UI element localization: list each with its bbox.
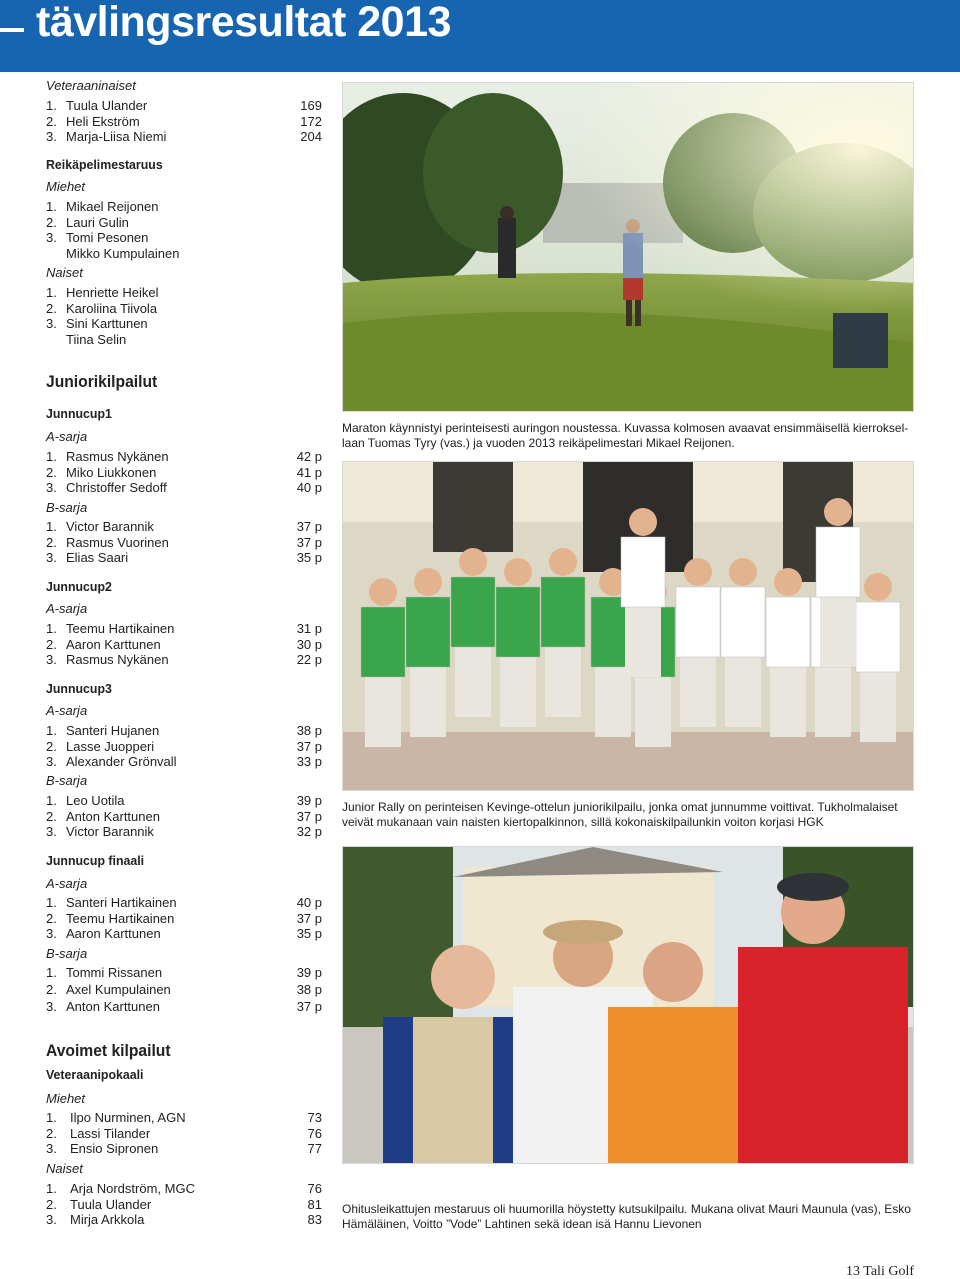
player-name: Ilpo Nurminen, AGN (70, 1110, 186, 1125)
rank: 2. (46, 981, 57, 997)
player-name: Lassi Tilander (70, 1125, 151, 1141)
score: 40 p (296, 895, 322, 910)
jc2-a-label: A-sarja (46, 601, 88, 616)
rank: 1. (46, 1110, 57, 1125)
result-row (46, 535, 322, 551)
page-header (0, 0, 960, 72)
score: 22 p (296, 652, 322, 667)
score: 39 p (296, 793, 322, 808)
player-name: Ensio Sipronen (70, 1141, 159, 1156)
result-row (46, 895, 322, 911)
photo-sunrise-tee (342, 82, 914, 412)
result-row (46, 1141, 322, 1157)
rank: 1. (46, 285, 57, 300)
caption-junior-line2: veivät mukanaan vain naisten kiertopalkinnon, sillä kokonaiskilpailunkin voiton korjasi HGK (342, 814, 824, 829)
jc1-a-label: A-sarja (46, 429, 88, 444)
player-name: Sini Karttunen (66, 316, 148, 331)
player-name: Teemu Hartikainen (66, 910, 175, 926)
rank: 1. (46, 1181, 57, 1196)
result-row (46, 999, 322, 1015)
result-row (46, 1181, 322, 1197)
player-name: Mikael Reijonen (66, 199, 159, 214)
player-name: Santeri Hartikainen (66, 895, 177, 910)
score: 37 p (296, 998, 322, 1014)
rank: 1. (46, 895, 57, 910)
jcf-a-label: A-sarja (46, 876, 88, 891)
reika-women-label: Naiset (46, 265, 83, 280)
caption-seniors-line2: Hämäläinen, Voitto ”Vode” Lahtinen sekä idean isä Hannu Lievonen (342, 1216, 702, 1231)
rank: 3. (46, 480, 57, 496)
score: 32 p (296, 824, 322, 839)
jcf-b-label: B-sarja (46, 946, 88, 961)
rank: 3. (46, 230, 57, 245)
junior-title: Juniorikilpailut (46, 372, 158, 391)
score: 37 p (296, 910, 322, 926)
caption-seniors-line1: Ohitusleikattujen mestaruus oli huumorilla höystetty kutsukilpailu. Mukana olivat Mauri Maunula (vas), Esko (342, 1202, 911, 1216)
rank: 2. (46, 808, 57, 824)
result-row (46, 1212, 322, 1228)
player-name: Henriette Heikel (66, 285, 159, 300)
jc3-title: Junnucup3 (46, 681, 112, 696)
result-row (46, 98, 322, 114)
reika-title: Reikäpelimestaruus (46, 157, 163, 172)
rank: 2. (46, 1196, 57, 1212)
result-row (46, 129, 322, 145)
player-name: Marja-Liisa Niemi (66, 129, 167, 144)
score: 172 (300, 113, 322, 129)
score: 35 p (296, 550, 322, 565)
rank: 3. (46, 316, 57, 331)
result-row (46, 1197, 322, 1213)
rank: 3. (46, 754, 57, 769)
score: 204 (300, 129, 322, 144)
result-row (46, 215, 322, 231)
caption-seniors (342, 1202, 920, 1231)
rank: 2. (46, 300, 57, 316)
player-name: Rasmus Nykänen (66, 449, 169, 464)
score: 42 p (296, 449, 322, 464)
score: 37 p (296, 534, 322, 550)
player-name: Lasse Juopperi (66, 738, 155, 754)
vet-women-label: Veteraaninaiset (46, 78, 136, 93)
result-row (46, 316, 322, 332)
rank: 1. (46, 519, 57, 534)
result-row (46, 911, 322, 927)
rank: 3. (46, 926, 57, 941)
page-title: tävlingsresultat 2013 (36, 0, 451, 46)
rank: 1. (46, 199, 57, 214)
jc1-title: Junnucup1 (46, 406, 112, 421)
rank: 3. (46, 1212, 57, 1227)
result-row (46, 246, 322, 262)
result-row (46, 652, 322, 668)
rank: 1. (46, 793, 57, 808)
result-row (46, 723, 322, 739)
rank: 2. (46, 910, 57, 926)
player-name: Rasmus Vuorinen (66, 534, 169, 550)
result-row (46, 465, 322, 481)
player-name: Anton Karttunen (66, 808, 160, 824)
caption-junior-line1: Junior Rally on perinteisen Kevinge-ottelun juniorikilpailu, jonka omat junnumme voittivat. Tukholmalaiset (342, 800, 898, 814)
score: 37 p (296, 738, 322, 754)
score: 83 (307, 1212, 322, 1227)
caption-sunrise (342, 421, 920, 450)
result-row (46, 965, 322, 981)
player-name: Leo Uotila (66, 793, 125, 808)
player-name: Santeri Hujanen (66, 723, 160, 738)
score: 76 (307, 1125, 322, 1141)
player-name: Heli Ekström (66, 113, 140, 129)
rank: 3. (46, 652, 57, 667)
score: 77 (307, 1141, 322, 1156)
result-row (46, 285, 322, 301)
rank: 1. (46, 723, 57, 738)
result-row (46, 621, 322, 637)
score: 81 (307, 1196, 322, 1212)
result-row (46, 519, 322, 535)
jc1-b-label: B-sarja (46, 500, 88, 515)
player-name: Tomi Pesonen (66, 230, 149, 245)
vp-men-label: Miehet (46, 1091, 86, 1106)
rank: 1. (46, 98, 57, 113)
score: 37 p (296, 808, 322, 824)
player-name: Elias Saari (66, 550, 129, 565)
score: 30 p (296, 636, 322, 652)
score: 41 p (296, 464, 322, 480)
player-name: Rasmus Nykänen (66, 652, 169, 667)
score: 76 (307, 1181, 322, 1196)
player-name: Tuula Ulander (66, 98, 148, 113)
result-row (46, 739, 322, 755)
score: 169 (300, 98, 322, 113)
result-row (46, 824, 322, 840)
vp-women-label: Naiset (46, 1161, 83, 1176)
player-name: Victor Barannik (66, 519, 154, 534)
player-name: Anton Karttunen (66, 998, 160, 1014)
page-footer: 13 Tali Golf (846, 1264, 914, 1279)
player-name: Victor Barannik (66, 824, 154, 839)
result-row (46, 926, 322, 942)
result-row (46, 480, 322, 496)
result-row (46, 114, 322, 130)
result-row (46, 809, 322, 825)
score: 33 p (296, 754, 322, 769)
caption-sunrise-line2: laan Tuomas Tyry (vas.) ja vuoden 2013 reikäpelimestari Mikael Reijonen. (342, 435, 735, 450)
result-row (46, 754, 322, 770)
result-row (46, 332, 322, 348)
rank: 3. (46, 1141, 57, 1156)
rank: 1. (46, 621, 57, 636)
result-row (46, 793, 322, 809)
jc3-a-label: A-sarja (46, 703, 88, 718)
result-row (46, 550, 322, 566)
result-row (46, 1110, 322, 1126)
player-name: Aaron Karttunen (66, 636, 161, 652)
player-name: Alexander Grönvall (66, 754, 177, 769)
score: 38 p (296, 723, 322, 738)
rank: 2. (46, 1125, 57, 1141)
player-name: Christoffer Sedoff (66, 480, 167, 496)
open-title: Avoimet kilpailut (46, 1041, 171, 1060)
score: 31 p (296, 621, 322, 636)
score: 38 p (296, 981, 322, 997)
jc2-title: Junnucup2 (46, 579, 112, 594)
rank: 3. (46, 550, 57, 565)
score: 37 p (296, 519, 322, 534)
vp-title: Veteraanipokaali (46, 1067, 144, 1082)
score: 35 p (296, 926, 322, 941)
reika-men-label: Miehet (46, 179, 86, 194)
result-row (46, 230, 322, 246)
rank: 2. (46, 464, 57, 480)
score: 73 (307, 1110, 322, 1125)
photo-junior-group (342, 461, 914, 791)
photo-seniors (342, 846, 914, 1164)
player-name: Tuula Ulander (70, 1196, 152, 1212)
result-row (46, 1126, 322, 1142)
result-row (46, 637, 322, 653)
result-row (46, 449, 322, 465)
player-name: Axel Kumpulainen (66, 981, 171, 997)
rank: 2. (46, 214, 57, 230)
caption-junior (342, 800, 920, 829)
player-name: Aaron Karttunen (66, 926, 161, 941)
header-dash (0, 28, 24, 32)
jcf-title: Junnucup finaali (46, 853, 145, 868)
player-name: Tiina Selin (66, 331, 127, 347)
rank: 1. (46, 965, 57, 980)
caption-sunrise-line1: Maraton käynnistyi perinteisesti auringon noustessa. Kuvassa kolmosen avaavat ensimmäisellä kierroksel- (342, 421, 909, 435)
player-name: Miko Liukkonen (66, 464, 157, 480)
player-name: Arja Nordström, MGC (70, 1181, 195, 1196)
rank: 2. (46, 738, 57, 754)
score: 40 p (296, 480, 322, 496)
rank: 1. (46, 449, 57, 464)
rank: 2. (46, 636, 57, 652)
player-name: Mikko Kumpulainen (66, 245, 180, 261)
player-name: Karoliina Tiivola (66, 300, 158, 316)
player-name: Lauri Gulin (66, 214, 129, 230)
rank: 2. (46, 113, 57, 129)
rank: 2. (46, 534, 57, 550)
result-row (46, 301, 322, 317)
score: 39 p (296, 965, 322, 980)
jc3-b-label: B-sarja (46, 773, 88, 788)
player-name: Mirja Arkkola (70, 1212, 145, 1227)
rank: 3. (46, 824, 57, 839)
player-name: Tommi Rissanen (66, 965, 163, 980)
result-row (46, 199, 322, 215)
rank: 3. (46, 129, 57, 144)
rank: 3. (46, 998, 57, 1014)
player-name: Teemu Hartikainen (66, 621, 175, 636)
result-row (46, 982, 322, 998)
